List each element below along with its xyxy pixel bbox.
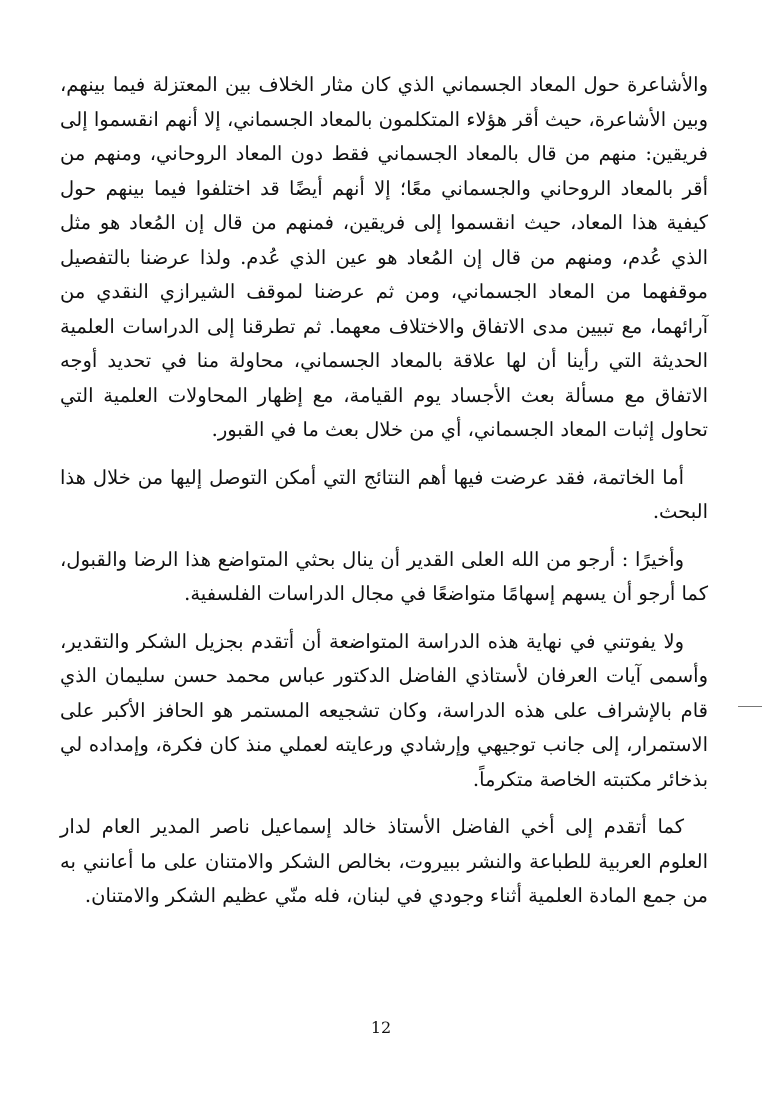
- paragraph-mu-ad-debate: والأشاعرة حول المعاد الجسماني الذي كان مثار الخلاف بين المعتزلة فيما بينهم، وبين الأشاعرة، حيث أقر هؤلاء المتكلمون بالمعاد الجسماني، إلا أنهم انقسموا إلى فريقين: منهم من قال بالمعاد الجسماني فقط دون المعاد الروحاني، ومنهم من أقر بالمعاد الروحاني والجسماني معًا؛ إلا أنهم أيضًا قد اختلفوا فيما بينهم حول كيفية هذا المعاد، حيث انقسموا إلى فريقين، فمنهم من قال إن المُعاد هو مثل الذي عُدم، ومنهم من قال إن المُعاد هو عين الذي عُدم. ولذا عرضنا بالتفصيل موقفهما من المعاد الجسماني، ومن ثم عرضنا لموقف الشيرازي النقدي من آرائهما، مع تبيين مدى الاتفاق والاختلاف معهما. ثم تطرقنا إلى الدراسات العلمية الحديثة التي رأينا أن لها علاقة بالمعاد الجسماني، محاولة منا في تحديد أوجه الاتفاق مع مسألة بعث الأجساد يوم القيامة، مع إظهار المحاولات العلمية التي تحاول إثبات المعاد الجسماني، أي من خلال بعث ما في القبور.: [60, 73, 708, 441]
- paragraph-thanks-supervisor: ولا يفوتني في نهاية هذه الدراسة المتواضعة أن أتقدم بجزيل الشكر والتقدير، وأسمى آيات العرفان لأستاذي الفاضل الدكتور عباس محمد حسن سليمان الذي قام بالإشراف على هذه الدراسة، وكان تشجيعه المستمر هو الحافز الأكبر على الاستمرار، إلى جانب توجيهي وإرشادي ورعايته لعملي منذ كان فكرة، وإمداده لي بذخائر مكتبته الخاصة متكرماً.: [60, 629, 708, 791]
- paragraph-conclusion: أما الخاتمة، فقد عرضت فيها أهم النتائج التي أمكن التوصل إليها من خلال هذا البحث.: [60, 465, 708, 523]
- margin-scan-mark: [738, 706, 762, 707]
- page-number: 12: [370, 1018, 392, 1037]
- page-body: [60, 68, 708, 1028]
- paragraph-thanks-publisher: كما أتقدم إلى أخي الفاضل الأستاذ خالد إسماعيل ناصر المدير العام لدار العلوم العربية للطباعة والنشر ببيروت، بخالص الشكر والامتنان على ما أعانني به من جمع المادة العلمية أثناء وجودي في لبنان، فله منّي عظيم الشكر والامتنان.: [60, 815, 708, 907]
- paragraph-finally: وأخيرًا : أرجو من الله العلى القدير أن ينال بحثي المتواضع هذا الرضا والقبول، كما أرجو أن يسهم إسهامًا متواضعًا في مجال الدراسات الفلسفية.: [60, 547, 708, 605]
